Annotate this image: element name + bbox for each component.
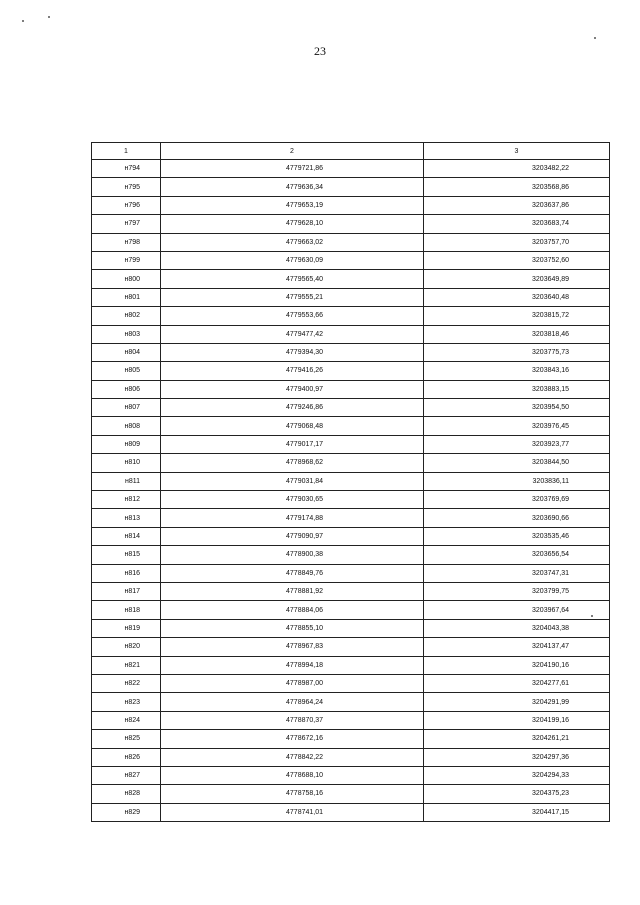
scan-speck — [22, 20, 24, 22]
x-coordinate-cell: 4779555,21 — [161, 288, 424, 306]
point-id-cell: н815 — [92, 546, 161, 564]
point-id-cell: н823 — [92, 693, 161, 711]
point-id-cell: н813 — [92, 509, 161, 527]
point-id-cell: н800 — [92, 270, 161, 288]
x-coordinate-cell: 4779553,66 — [161, 307, 424, 325]
point-id-cell: н816 — [92, 564, 161, 582]
point-id-cell: н812 — [92, 491, 161, 509]
x-coordinate-cell: 4778842,22 — [161, 748, 424, 766]
table-row — [92, 215, 610, 233]
scan-speck — [48, 16, 50, 18]
x-coordinate-cell: 4778855,10 — [161, 619, 424, 637]
point-id-cell: н806 — [92, 380, 161, 398]
x-coordinate-cell: 4779416,26 — [161, 362, 424, 380]
page-number: 23 — [314, 44, 326, 58]
point-id-cell: н829 — [92, 803, 161, 821]
table-row — [92, 178, 610, 196]
y-coordinate-cell: 3203649,89 — [424, 270, 610, 288]
x-coordinate-cell: 4779030,65 — [161, 491, 424, 509]
table-row — [92, 325, 610, 343]
table-row — [92, 509, 610, 527]
table-row — [92, 160, 610, 178]
x-coordinate-cell: 4778964,24 — [161, 693, 424, 711]
y-coordinate-cell: 3203883,15 — [424, 380, 610, 398]
point-id-cell: н822 — [92, 674, 161, 692]
y-coordinate-cell: 3204417,15 — [424, 803, 610, 821]
table-row — [92, 399, 610, 417]
x-coordinate-cell: 4779721,86 — [161, 160, 424, 178]
y-coordinate-cell: 3203690,66 — [424, 509, 610, 527]
y-coordinate-cell: 3204297,36 — [424, 748, 610, 766]
x-coordinate-cell: 4778688,10 — [161, 766, 424, 784]
y-coordinate-cell: 3203836,11 — [424, 472, 610, 490]
point-id-cell: н828 — [92, 785, 161, 803]
y-coordinate-cell: 3203775,73 — [424, 343, 610, 361]
column-header-2: 2 — [161, 143, 424, 160]
point-id-cell: н820 — [92, 638, 161, 656]
point-id-cell: н810 — [92, 454, 161, 472]
x-coordinate-cell: 4779400,97 — [161, 380, 424, 398]
x-coordinate-cell: 4779630,09 — [161, 251, 424, 269]
point-id-cell: н807 — [92, 399, 161, 417]
x-coordinate-cell: 4778741,01 — [161, 803, 424, 821]
y-coordinate-cell: 3204375,23 — [424, 785, 610, 803]
x-coordinate-cell: 4778968,62 — [161, 454, 424, 472]
point-id-cell: н808 — [92, 417, 161, 435]
table-row — [92, 491, 610, 509]
y-coordinate-cell: 3203752,60 — [424, 251, 610, 269]
table-row — [92, 785, 610, 803]
y-coordinate-cell: 3204294,33 — [424, 766, 610, 784]
y-coordinate-cell: 3203482,22 — [424, 160, 610, 178]
x-coordinate-cell: 4779090,97 — [161, 527, 424, 545]
table-row — [92, 380, 610, 398]
table-row — [92, 656, 610, 674]
y-coordinate-cell: 3204261,21 — [424, 730, 610, 748]
point-id-cell: н826 — [92, 748, 161, 766]
x-coordinate-cell: 4778900,38 — [161, 546, 424, 564]
y-coordinate-cell: 3203568,86 — [424, 178, 610, 196]
x-coordinate-cell: 4779174,88 — [161, 509, 424, 527]
x-coordinate-cell: 4778672,16 — [161, 730, 424, 748]
x-coordinate-cell: 4778987,00 — [161, 674, 424, 692]
table-row — [92, 693, 610, 711]
point-id-cell: н795 — [92, 178, 161, 196]
x-coordinate-cell: 4779477,42 — [161, 325, 424, 343]
table-row — [92, 472, 610, 490]
point-id-cell: н819 — [92, 619, 161, 637]
column-header-1: 1 — [92, 143, 161, 160]
y-coordinate-cell: 3203967,64 — [424, 601, 610, 619]
point-id-cell: н818 — [92, 601, 161, 619]
x-coordinate-cell: 4778967,83 — [161, 638, 424, 656]
point-id-cell: н821 — [92, 656, 161, 674]
y-coordinate-cell: 3203535,46 — [424, 527, 610, 545]
y-coordinate-cell: 3203954,50 — [424, 399, 610, 417]
coordinates-table — [91, 142, 610, 822]
point-id-cell: н811 — [92, 472, 161, 490]
x-coordinate-cell: 4779031,84 — [161, 472, 424, 490]
table-row — [92, 582, 610, 600]
table-row — [92, 564, 610, 582]
x-coordinate-cell: 4779565,40 — [161, 270, 424, 288]
point-id-cell: н802 — [92, 307, 161, 325]
point-id-cell: н797 — [92, 215, 161, 233]
point-id-cell: н803 — [92, 325, 161, 343]
y-coordinate-cell: 3203799,75 — [424, 582, 610, 600]
table-row — [92, 435, 610, 453]
point-id-cell: н809 — [92, 435, 161, 453]
point-id-cell: н827 — [92, 766, 161, 784]
point-id-cell: н801 — [92, 288, 161, 306]
table-row — [92, 748, 610, 766]
y-coordinate-cell: 3203843,16 — [424, 362, 610, 380]
y-coordinate-cell: 3203923,77 — [424, 435, 610, 453]
point-id-cell: н814 — [92, 527, 161, 545]
table-row — [92, 674, 610, 692]
y-coordinate-cell: 3204190,16 — [424, 656, 610, 674]
table-row — [92, 288, 610, 306]
point-id-cell: н805 — [92, 362, 161, 380]
table-row — [92, 601, 610, 619]
table-row — [92, 196, 610, 214]
y-coordinate-cell: 3203818,46 — [424, 325, 610, 343]
y-coordinate-cell: 3203976,45 — [424, 417, 610, 435]
point-id-cell: н824 — [92, 711, 161, 729]
y-coordinate-cell: 3203747,31 — [424, 564, 610, 582]
point-id-cell: н825 — [92, 730, 161, 748]
point-id-cell: н796 — [92, 196, 161, 214]
y-coordinate-cell: 3203683,74 — [424, 215, 610, 233]
table-row — [92, 454, 610, 472]
x-coordinate-cell: 4779068,48 — [161, 417, 424, 435]
table-row — [92, 343, 610, 361]
x-coordinate-cell: 4778884,06 — [161, 601, 424, 619]
table-row — [92, 803, 610, 821]
x-coordinate-cell: 4779628,10 — [161, 215, 424, 233]
x-coordinate-cell: 4778849,76 — [161, 564, 424, 582]
y-coordinate-cell: 3203640,48 — [424, 288, 610, 306]
scan-speck — [594, 37, 596, 39]
y-coordinate-cell: 3203637,86 — [424, 196, 610, 214]
y-coordinate-cell: 3203815,72 — [424, 307, 610, 325]
x-coordinate-cell: 4779636,34 — [161, 178, 424, 196]
table-row — [92, 233, 610, 251]
x-coordinate-cell: 4778758,16 — [161, 785, 424, 803]
y-coordinate-cell: 3203844,50 — [424, 454, 610, 472]
table-row — [92, 362, 610, 380]
x-coordinate-cell: 4779663,02 — [161, 233, 424, 251]
table-row — [92, 619, 610, 637]
table-row — [92, 417, 610, 435]
point-id-cell: н804 — [92, 343, 161, 361]
y-coordinate-cell: 3203769,69 — [424, 491, 610, 509]
y-coordinate-cell: 3204043,38 — [424, 619, 610, 637]
table-header-row — [92, 143, 610, 160]
x-coordinate-cell: 4778994,18 — [161, 656, 424, 674]
y-coordinate-cell: 3203757,70 — [424, 233, 610, 251]
column-header-3: 3 — [424, 143, 610, 160]
table-row — [92, 766, 610, 784]
point-id-cell: н799 — [92, 251, 161, 269]
point-id-cell: н817 — [92, 582, 161, 600]
scan-speck — [591, 615, 593, 617]
point-id-cell: н794 — [92, 160, 161, 178]
table-row — [92, 251, 610, 269]
x-coordinate-cell: 4778870,37 — [161, 711, 424, 729]
y-coordinate-cell: 3204277,61 — [424, 674, 610, 692]
table-row — [92, 307, 610, 325]
table-row — [92, 546, 610, 564]
point-id-cell: н798 — [92, 233, 161, 251]
x-coordinate-cell: 4779394,30 — [161, 343, 424, 361]
table-row — [92, 730, 610, 748]
table-row — [92, 711, 610, 729]
x-coordinate-cell: 4779653,19 — [161, 196, 424, 214]
x-coordinate-cell: 4779246,86 — [161, 399, 424, 417]
y-coordinate-cell: 3204199,16 — [424, 711, 610, 729]
y-coordinate-cell: 3204137,47 — [424, 638, 610, 656]
table-row — [92, 638, 610, 656]
x-coordinate-cell: 4779017,17 — [161, 435, 424, 453]
table-row — [92, 527, 610, 545]
y-coordinate-cell: 3203656,54 — [424, 546, 610, 564]
x-coordinate-cell: 4778881,92 — [161, 582, 424, 600]
y-coordinate-cell: 3204291,99 — [424, 693, 610, 711]
table-row — [92, 270, 610, 288]
